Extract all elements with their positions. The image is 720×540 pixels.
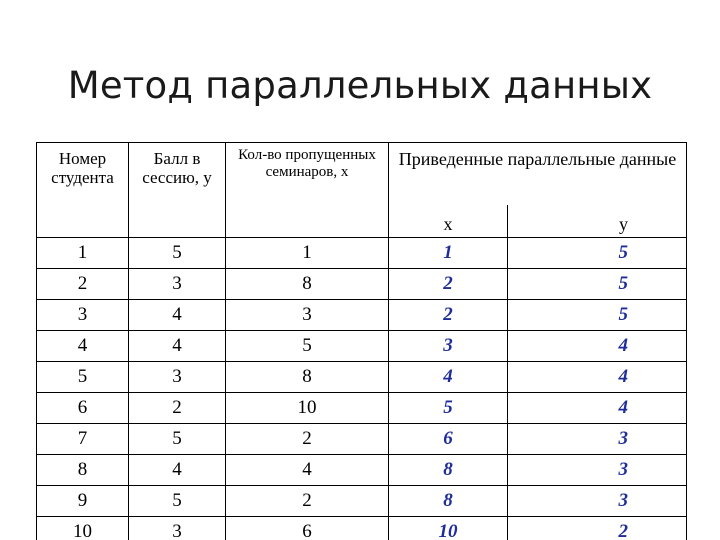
cell-parallel-y: 3: [508, 454, 687, 485]
header-parallel-y: y: [508, 205, 687, 238]
table-row: [37, 268, 687, 299]
cell-parallel-y: 5: [508, 299, 687, 330]
cell-student-number: 8: [37, 454, 129, 485]
table-row: [37, 485, 687, 516]
header-missed-seminars: Кол-во пропущенных семинаров, x: [226, 143, 389, 238]
cell-session-score: 3: [129, 268, 226, 299]
cell-student-number: 9: [37, 485, 129, 516]
table-row: [37, 454, 687, 485]
cell-student-number: 7: [37, 423, 129, 454]
cell-student-number: 1: [37, 237, 129, 268]
cell-parallel-x: 8: [389, 485, 508, 516]
cell-parallel-y: 5: [508, 237, 687, 268]
cell-session-score: 4: [129, 330, 226, 361]
cell-missed-seminars: 3: [226, 299, 389, 330]
cell-session-score: 4: [129, 299, 226, 330]
cell-session-score: 2: [129, 392, 226, 423]
cell-missed-seminars: 4: [226, 454, 389, 485]
cell-parallel-x: 2: [389, 268, 508, 299]
cell-session-score: 5: [129, 237, 226, 268]
cell-parallel-x: 1: [389, 237, 508, 268]
cell-student-number: 4: [37, 330, 129, 361]
cell-parallel-x: 2: [389, 299, 508, 330]
table-row: [37, 516, 687, 540]
cell-session-score: 5: [129, 485, 226, 516]
cell-missed-seminars: 10: [226, 392, 389, 423]
header-session-score: Балл в сессию, y: [129, 143, 226, 238]
table-row: [37, 423, 687, 454]
cell-parallel-y: 5: [508, 268, 687, 299]
cell-parallel-y: 4: [508, 330, 687, 361]
cell-student-number: 3: [37, 299, 129, 330]
cell-session-score: 4: [129, 454, 226, 485]
cell-missed-seminars: 5: [226, 330, 389, 361]
cell-parallel-y: 2: [508, 516, 687, 540]
table-row: [37, 361, 687, 392]
cell-missed-seminars: 8: [226, 268, 389, 299]
cell-student-number: 10: [37, 516, 129, 540]
header-parallel-x: x: [389, 205, 508, 238]
cell-missed-seminars: 8: [226, 361, 389, 392]
cell-parallel-x: 10: [389, 516, 508, 540]
cell-parallel-y: 3: [508, 485, 687, 516]
table-row: [37, 330, 687, 361]
header-student-number: Номер студента: [37, 143, 129, 238]
cell-session-score: 3: [129, 516, 226, 540]
cell-missed-seminars: 2: [226, 423, 389, 454]
cell-parallel-x: 5: [389, 392, 508, 423]
cell-student-number: 5: [37, 361, 129, 392]
slide-title: Метод параллельных данных: [67, 64, 653, 107]
parallel-data-table: [36, 142, 687, 540]
table-row: [37, 392, 687, 423]
cell-parallel-y: 4: [508, 361, 687, 392]
cell-parallel-x: 6: [389, 423, 508, 454]
cell-student-number: 2: [37, 268, 129, 299]
cell-missed-seminars: 2: [226, 485, 389, 516]
cell-parallel-x: 3: [389, 330, 508, 361]
cell-student-number: 6: [37, 392, 129, 423]
cell-parallel-x: 8: [389, 454, 508, 485]
cell-session-score: 3: [129, 361, 226, 392]
cell-missed-seminars: 6: [226, 516, 389, 540]
cell-missed-seminars: 1: [226, 237, 389, 268]
header-parallel-data: Приведенные параллельные данные: [389, 143, 687, 205]
table-row: [37, 237, 687, 268]
table-row: [37, 299, 687, 330]
cell-session-score: 5: [129, 423, 226, 454]
cell-parallel-y: 4: [508, 392, 687, 423]
cell-parallel-y: 3: [508, 423, 687, 454]
cell-parallel-x: 4: [389, 361, 508, 392]
